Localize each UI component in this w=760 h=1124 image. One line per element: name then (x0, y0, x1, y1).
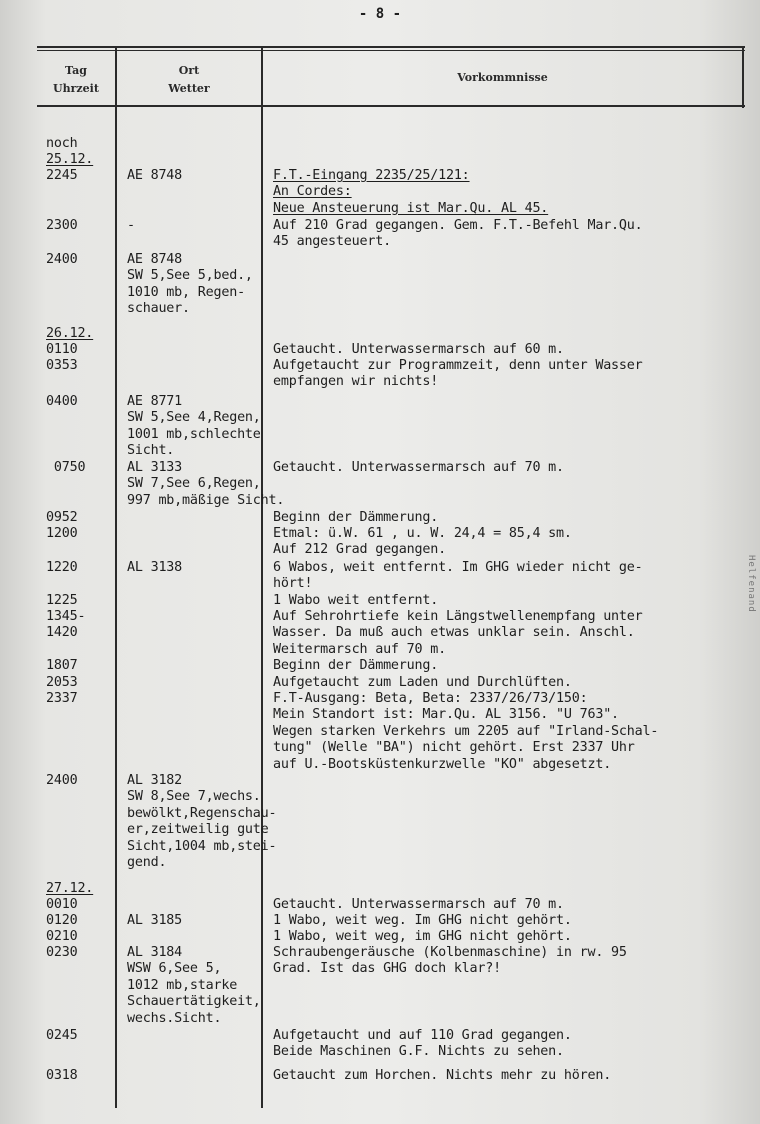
log-time: 0400 (46, 394, 78, 409)
log-time: 25.12. (46, 152, 94, 167)
log-time: 0120 (46, 913, 78, 928)
log-time: 27.12. (46, 881, 94, 896)
log-place-weather: AE 8748 SW 5,See 5,bed., 1010 mb, Regen- schauer. (127, 252, 253, 317)
log-place-weather: AE 8771 SW 5,See 4,Regen, 1001 mb,schlechte Sicht. (127, 394, 261, 459)
log-event-text: F.T-Ausgang: Beta, Beta: 2337/26/73/150: Mein Standort ist: Mar.Qu. AL 3156. "U 763". Wegen starken Verkehrs um 2205 auf "Irland-Schal- tung" (Welle "BA") nicht gehört. Erst 2337 Uhr auf U.-Bootsküstenkurzwelle "KO" abgesetzt. (273, 691, 659, 772)
log-time: 2300 (46, 218, 78, 233)
log-event-text: 1 Wabo, weit weg, im GHG nicht gehört. (273, 929, 572, 944)
log-time: 1220 (46, 560, 78, 575)
log-time: 0750 (46, 460, 86, 475)
log-time: noch (46, 136, 78, 151)
log-time: 2053 (46, 675, 78, 690)
log-time: 0245 (46, 1028, 78, 1043)
header-tag-uhrzeit: Tag Uhrzeit (53, 64, 99, 95)
table-top-border-inner (37, 50, 745, 51)
log-time: 2245 (46, 168, 78, 183)
log-event-text: 6 Wabos, weit entfernt. Im GHG wieder nicht ge- hört! (273, 560, 643, 592)
table-top-border (37, 46, 745, 48)
log-place-weather: AL 3138 (127, 560, 183, 575)
log-time: 0230 (46, 945, 78, 960)
log-time: 0210 (46, 929, 78, 944)
log-time: 26.12. (46, 326, 94, 341)
log-place-weather: AL 3184 WSW 6,See 5, 1012 mb,starke Schauertätigkeit, wechs.Sicht. (127, 945, 261, 1026)
log-place-weather: AL 3133 SW 7,See 6,Regen, 997 mb,mäßige Sicht. (127, 460, 285, 508)
log-event-text: Getaucht. Unterwassermarsch auf 60 m. (273, 342, 564, 357)
log-event-text: 1 Wabo weit entfernt. (273, 593, 439, 608)
log-event-text: F.T.-Eingang 2235/25/121: An Cordes: Neue Ansteuerung ist Mar.Qu. AL 45. (273, 168, 549, 216)
log-time: 2400 (46, 773, 78, 788)
log-event-text: Schraubengeräusche (Kolbenmaschine) in rw. 95 Grad. Ist das GHG doch klar?! (273, 945, 627, 977)
log-event-text: Auf Sehrohrtiefe kein Längstwellenempfang unter Wasser. Da muß auch etwas unklar sein. Anschl. Weitermarsch auf 70 m. (273, 609, 643, 657)
log-place-weather: - (127, 218, 135, 233)
col-divider-1 (115, 48, 117, 1108)
log-event-text: Etmal: ü.W. 61 , u. W. 24,4 = 85,4 sm. Auf 212 Grad gegangen. (273, 526, 572, 558)
header-ort-wetter: Ort Wetter (168, 64, 210, 95)
page-number: - 8 - (358, 6, 402, 22)
log-event-text: Beginn der Dämmerung. (273, 510, 439, 525)
log-time: 1200 (46, 526, 78, 541)
log-time: 2400 (46, 252, 78, 267)
header-bottom-border (37, 105, 745, 107)
side-mark: Helfenand (746, 555, 756, 613)
log-time: 2337 (46, 691, 78, 706)
log-event-text: Aufgetaucht zum Laden und Durchlüften. (273, 675, 572, 690)
log-time: 1345- 1420 (46, 609, 86, 641)
table-right-border (742, 48, 744, 108)
log-event-text: Auf 210 Grad gegangen. Gem. F.T.-Befehl Mar.Qu. 45 angesteuert. (273, 218, 643, 250)
log-place-weather: AL 3182 SW 8,See 7,wechs. bewölkt,Regenschau- er,zeitweilig gute Sicht,1004 mb,stei- gend. (127, 773, 277, 871)
log-place-weather: AE 8748 (127, 168, 183, 183)
log-time: 0010 (46, 897, 78, 912)
log-time: 0110 (46, 342, 78, 357)
log-event-text: Beginn der Dämmerung. (273, 658, 439, 673)
log-time: 0353 (46, 358, 78, 373)
log-place-weather: AL 3185 (127, 913, 183, 928)
log-event-text: 1 Wabo, weit weg. Im GHG nicht gehört. (273, 913, 572, 928)
log-event-text: Getaucht zum Horchen. Nichts mehr zu hören. (273, 1068, 612, 1083)
log-event-text: Aufgetaucht zur Programmzeit, denn unter Wasser empfangen wir nichts! (273, 358, 643, 390)
header-vorkommnisse: Vorkommnisse (457, 71, 548, 84)
col-divider-2 (261, 48, 263, 1108)
log-time: 0952 (46, 510, 78, 525)
log-time: 1225 (46, 593, 78, 608)
log-event-text: Aufgetaucht und auf 110 Grad gegangen. Beide Maschinen G.F. Nichts zu sehen. (273, 1028, 572, 1060)
log-event-text: Getaucht. Unterwassermarsch auf 70 m. (273, 897, 564, 912)
log-event-text: Getaucht. Unterwassermarsch auf 70 m. (273, 460, 564, 475)
log-time: 0318 (46, 1068, 78, 1083)
log-time: 1807 (46, 658, 78, 673)
